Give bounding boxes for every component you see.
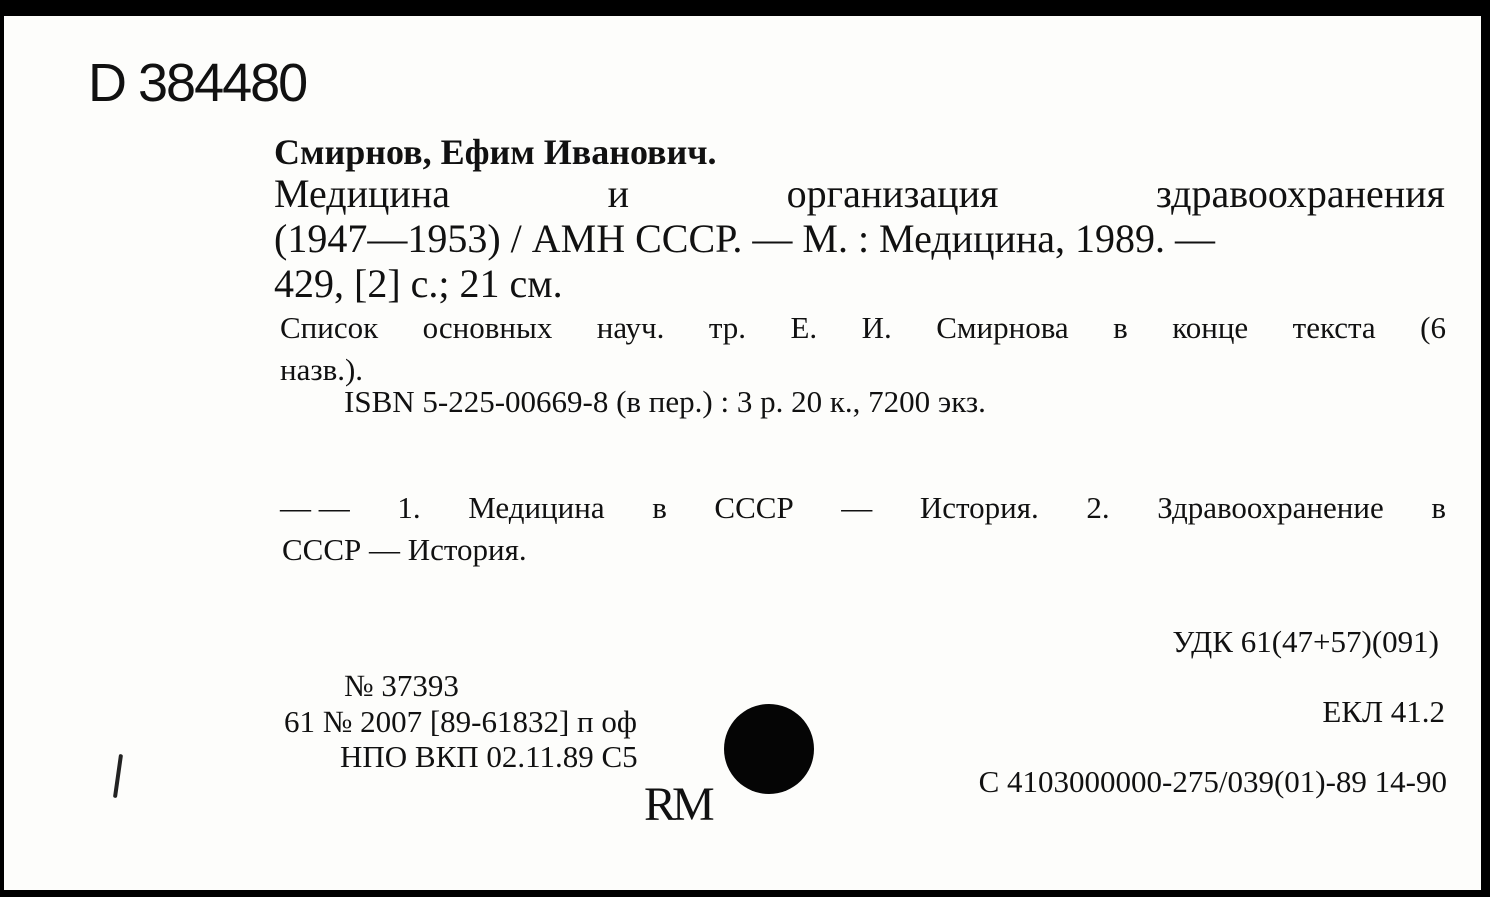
- title-line-3: 429, [2] с.; 21 см.: [274, 261, 563, 306]
- note-word: в: [1113, 310, 1128, 345]
- note-word: Е.: [790, 310, 818, 345]
- note-word: основных: [422, 310, 553, 345]
- subject-word: в: [652, 490, 667, 525]
- title-line-1: [274, 171, 1445, 216]
- rm-stamp: RM: [644, 778, 711, 831]
- subject-word: СССР: [714, 490, 794, 525]
- subject-word: —: [841, 490, 873, 525]
- isbn-line: ISBN 5-225-00669-8 (в пер.) : 3 р. 20 к., 7200 экз.: [344, 384, 986, 419]
- note-word: конце: [1172, 310, 1249, 345]
- note-word: тр.: [708, 310, 747, 345]
- catalog-card: [4, 16, 1481, 890]
- subject-word: 1.: [397, 490, 421, 525]
- note-word: текста: [1292, 310, 1376, 345]
- subjects-line-1: [280, 492, 1446, 523]
- subject-word: Медицина: [468, 490, 605, 525]
- title-line-2: (1947—1953) / АМН СССР. — М. : Медицина, 1989. —: [274, 216, 1216, 261]
- publisher-code: С 4103000000-275/039(01)-89 14-90: [978, 764, 1447, 799]
- note-line-2: назв.).: [280, 352, 364, 387]
- subject-word: — —: [280, 490, 350, 525]
- subject-word: в: [1431, 490, 1446, 525]
- note-word: И.: [861, 310, 892, 345]
- subject-word: История.: [919, 490, 1039, 525]
- udc-code: УДК 61(47+57)(091): [1172, 624, 1439, 659]
- author-heading: Смирнов, Ефим Иванович.: [274, 132, 717, 172]
- subject-word: Здравоохранение: [1157, 490, 1384, 525]
- inventory-number: № 37393: [344, 668, 459, 703]
- title-word: здравоохранения: [1156, 171, 1445, 216]
- note-word: науч.: [596, 310, 665, 345]
- record-line: 61 № 2007 [89-61832] п оф: [284, 704, 637, 739]
- printer-line: НПО ВКП 02.11.89 С5: [340, 739, 638, 774]
- note-word: (6: [1420, 310, 1446, 345]
- note-word: Смирнова: [936, 310, 1069, 345]
- title-word: и: [607, 171, 630, 216]
- note-word: Список: [280, 310, 379, 345]
- call-number: D 384480: [88, 53, 307, 113]
- punch-hole: [724, 704, 814, 794]
- title-word: Медицина: [274, 171, 450, 216]
- note-line-1: [280, 312, 1446, 343]
- title-word: организация: [786, 171, 999, 216]
- pencil-mark: [113, 754, 123, 798]
- ekl-code: ЕКЛ 41.2: [1322, 694, 1445, 729]
- subjects-line-2: СССР — История.: [282, 532, 527, 567]
- subject-word: 2.: [1086, 490, 1110, 525]
